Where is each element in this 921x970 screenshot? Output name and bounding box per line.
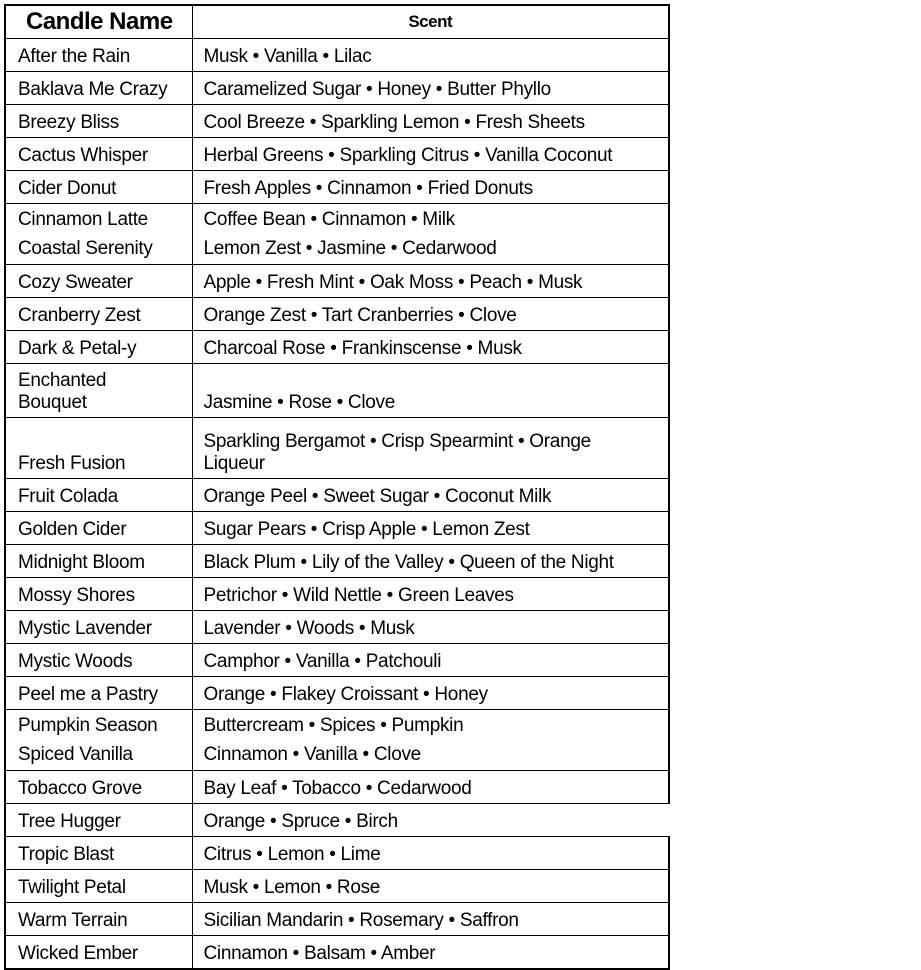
table-row	[5, 677, 669, 710]
cell-line: Baklava Me Crazy	[18, 79, 168, 100]
table-row	[5, 837, 669, 870]
table-row	[5, 710, 669, 771]
scent-cell	[192, 265, 669, 298]
table-row	[5, 265, 669, 298]
table-row	[5, 644, 669, 677]
cell-line: Orange • Spruce • Birch	[203, 811, 398, 832]
table-row	[5, 72, 669, 105]
candle-name-cell	[5, 512, 192, 545]
candle-name-cell	[5, 545, 192, 578]
cell-line: Pumpkin Season	[18, 715, 158, 736]
candle-name-cell	[5, 171, 192, 204]
table-header	[5, 5, 669, 39]
table-body	[5, 39, 669, 970]
candle-name-cell	[5, 331, 192, 364]
cell-line: Caramelized Sugar • Honey • Butter Phyllo	[203, 79, 551, 100]
table-row	[5, 39, 669, 72]
cell-line: Charcoal Rose • Frankinscense • Musk	[203, 338, 522, 359]
cell-line: Orange Zest • Tart Cranberries • Clove	[203, 305, 517, 326]
scent-cell	[192, 512, 669, 545]
candle-name-cell	[5, 298, 192, 331]
cell-line: Sparkling Bergamot • Crisp Spearmint • Orange	[203, 431, 591, 452]
scent-cell	[192, 578, 669, 611]
scent-cell	[192, 364, 669, 418]
scent-cell	[192, 418, 669, 479]
candle-name-cell	[5, 72, 192, 105]
table-row	[5, 331, 669, 364]
cell-line: Musk • Vanilla • Lilac	[203, 46, 372, 67]
table-row	[5, 105, 669, 138]
scent-cell	[192, 545, 669, 578]
cell-line: Sicilian Mandarin • Rosemary • Saffron	[203, 910, 519, 931]
column-header-candle-name: Candle Name	[5, 5, 192, 39]
cell-line: Musk • Lemon • Rose	[203, 877, 381, 898]
cell-line: Orange Peel • Sweet Sugar • Coconut Milk	[203, 486, 552, 507]
table-row	[5, 545, 669, 578]
cell-line: Cool Breeze • Sparkling Lemon • Fresh Sheets	[203, 112, 585, 133]
cell-line: Jasmine • Rose • Clove	[203, 392, 395, 413]
cell-line: Cinnamon • Balsam • Amber	[203, 943, 436, 964]
table-row	[5, 204, 669, 265]
candle-name-cell	[5, 804, 192, 837]
cell-line: Cranberry Zest	[18, 305, 141, 326]
table-row	[5, 611, 669, 644]
scent-cell	[192, 39, 669, 72]
cell-line: Tree Hugger	[18, 811, 121, 832]
cell-line: Fresh Fusion	[18, 453, 126, 474]
cell-line: Liqueur	[203, 453, 265, 474]
cell-line: Cactus Whisper	[18, 145, 148, 166]
scent-cell	[192, 837, 669, 870]
cell-line: Twilight Petal	[18, 877, 126, 898]
candle-name-cell	[5, 105, 192, 138]
scent-cell	[192, 171, 669, 204]
table-row	[5, 804, 669, 837]
scent-cell	[192, 903, 669, 936]
cell-line: Orange • Flakey Croissant • Honey	[203, 684, 488, 705]
table-row	[5, 298, 669, 331]
candle-name-cell	[5, 837, 192, 870]
cell-line: Warm Terrain	[18, 910, 128, 931]
scent-cell	[192, 72, 669, 105]
candle-name-cell	[5, 39, 192, 72]
cell-line: Golden Cider	[18, 519, 127, 540]
candle-scent-table-wrapper	[4, 4, 921, 970]
scent-cell	[192, 771, 669, 804]
candle-scent-table	[4, 4, 670, 970]
cell-line: Coastal Serenity	[18, 238, 153, 259]
candle-name-cell	[5, 644, 192, 677]
cell-line: Wicked Ember	[18, 943, 138, 964]
scent-cell	[192, 138, 669, 171]
cell-line: Mossy Shores	[18, 585, 135, 606]
cell-line: Petrichor • Wild Nettle • Green Leaves	[203, 585, 514, 606]
header-row	[5, 5, 669, 39]
scent-cell	[192, 870, 669, 903]
cell-line: Midnight Bloom	[18, 552, 145, 573]
cell-line: Mystic Woods	[18, 651, 133, 672]
candle-name-cell	[5, 418, 192, 479]
candle-name-cell	[5, 870, 192, 903]
cell-line: Peel me a Pastry	[18, 684, 158, 705]
cell-line: Cinnamon Latte	[18, 209, 148, 230]
table-row	[5, 364, 669, 418]
scent-cell	[192, 298, 669, 331]
cell-line: Tropic Blast	[18, 844, 115, 865]
table-row	[5, 138, 669, 171]
scent-cell	[192, 644, 669, 677]
candle-name-cell	[5, 479, 192, 512]
cell-line: Cinnamon • Vanilla • Clove	[203, 744, 421, 765]
cell-line: Camphor • Vanilla • Patchouli	[203, 651, 442, 672]
cell-line: Spiced Vanilla	[18, 744, 133, 765]
cell-line: Buttercream • Spices • Pumpkin	[203, 715, 464, 736]
cell-line: Tobacco Grove	[18, 778, 142, 799]
scent-cell	[192, 204, 669, 265]
table-row	[5, 771, 669, 804]
table-row	[5, 903, 669, 936]
candle-name-cell	[5, 771, 192, 804]
cell-line: Cider Donut	[18, 178, 117, 199]
cell-line: Sugar Pears • Crisp Apple • Lemon Zest	[203, 519, 530, 540]
cell-line: Bay Leaf • Tobacco • Cedarwood	[203, 778, 472, 799]
cell-line: After the Rain	[18, 46, 130, 67]
table-row	[5, 171, 669, 204]
column-header-scent: Scent	[192, 5, 669, 39]
cell-line: Herbal Greens • Sparkling Citrus • Vanilla Coconut	[203, 145, 613, 166]
scent-cell	[192, 331, 669, 364]
scent-cell	[192, 710, 669, 771]
cell-line: Black Plum • Lily of the Valley • Queen of the Night	[203, 552, 614, 573]
cell-line: Lavender • Woods • Musk	[203, 618, 415, 639]
cell-line: Fruit Colada	[18, 486, 118, 507]
candle-name-cell	[5, 364, 192, 418]
candle-name-cell	[5, 138, 192, 171]
cell-line: Citrus • Lemon • Lime	[203, 844, 381, 865]
table-row	[5, 479, 669, 512]
cell-line: Mystic Lavender	[18, 618, 152, 639]
cell-line: Dark & Petal-y	[18, 338, 137, 359]
candle-name-cell	[5, 611, 192, 644]
table-row	[5, 578, 669, 611]
candle-name-cell	[5, 903, 192, 936]
table-row	[5, 418, 669, 479]
scent-cell	[192, 611, 669, 644]
cell-line: Enchanted	[18, 370, 107, 391]
table-row	[5, 512, 669, 545]
cell-line: Breezy Bliss	[18, 112, 119, 133]
candle-name-cell	[5, 936, 192, 970]
scent-cell	[192, 677, 669, 710]
cell-line: Lemon Zest • Jasmine • Cedarwood	[203, 238, 497, 259]
cell-line: Bouquet	[18, 392, 87, 413]
table-row	[5, 870, 669, 903]
cell-line: Fresh Apples • Cinnamon • Fried Donuts	[203, 178, 533, 199]
candle-name-cell	[5, 710, 192, 771]
scent-cell	[192, 105, 669, 138]
candle-name-cell	[5, 204, 192, 265]
candle-name-cell	[5, 265, 192, 298]
table-row	[5, 936, 669, 970]
cell-line: Coffee Bean • Cinnamon • Milk	[203, 209, 455, 230]
scent-cell	[192, 804, 669, 837]
candle-name-cell	[5, 677, 192, 710]
cell-line: Cozy Sweater	[18, 272, 133, 293]
scent-cell	[192, 479, 669, 512]
candle-name-cell	[5, 578, 192, 611]
scent-cell	[192, 936, 669, 970]
cell-line: Apple • Fresh Mint • Oak Moss • Peach • Musk	[203, 272, 583, 293]
